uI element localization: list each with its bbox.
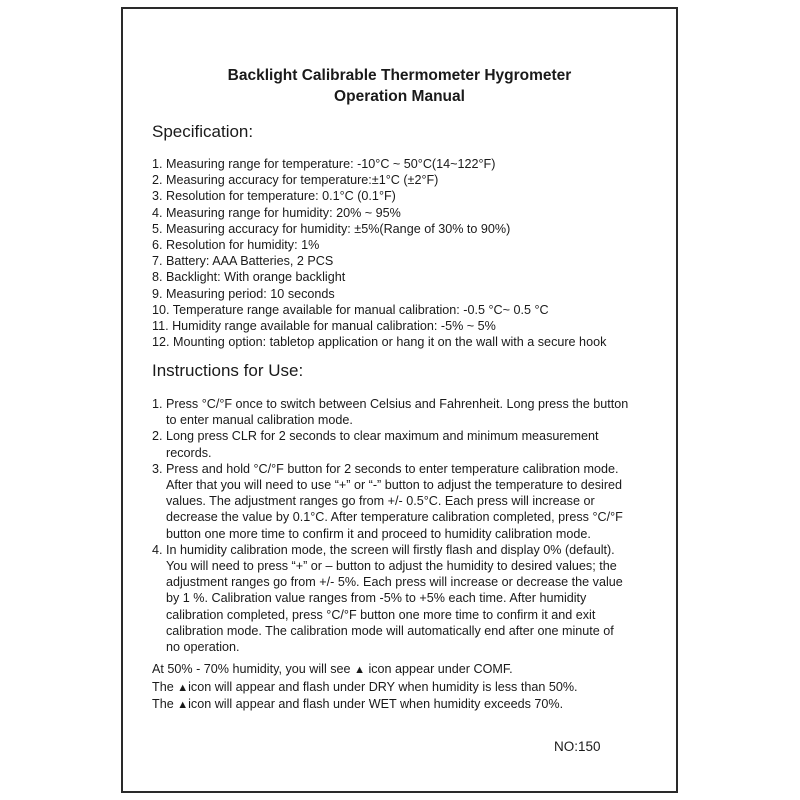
instruction-number: 3. <box>152 461 163 476</box>
document-title: Backlight Calibrable Thermometer Hygrometer <box>227 67 572 84</box>
spec-item: 11. Humidity range available for manual calibration: -5% ~ 5% <box>152 319 496 334</box>
instruction-number: 4. <box>152 542 163 557</box>
instruction-line: After that you will need to use “+” or “-” button to adjust the temperature to desired <box>166 478 623 493</box>
triangle-icon: ▲ <box>354 664 365 676</box>
spec-item: 1. Measuring range for temperature: -10°C ~ 50°C(14~122°F) <box>152 157 496 171</box>
triangle-icon: ▲ <box>177 699 189 711</box>
instruction-line: Long press CLR for 2 seconds to clear maximum and minimum measurement <box>166 429 599 444</box>
document-subtitle: Operation Manual <box>334 88 465 105</box>
spec-item: 6. Resolution for humidity: 1% <box>152 238 320 253</box>
instruction-line: adjustment ranges go from +/- 5%. Each press will increase or decrease the value <box>166 575 623 590</box>
note-text: The <box>152 697 178 711</box>
instruction-line: by 1 %. Calibration value ranges from -5% to +5% each time. After humidity <box>166 591 587 606</box>
specification-heading: Specification: <box>152 122 254 141</box>
note-text: The <box>152 679 178 694</box>
spec-item: 8. Backlight: With orange backlight <box>152 270 346 285</box>
note-text: icon will appear and flash under WET when humidity exceeds 70%. <box>188 697 564 711</box>
instruction-item <box>152 461 628 542</box>
instructions-heading: Instructions for Use: <box>152 361 304 380</box>
spec-item: 9. Measuring period: 10 seconds <box>152 286 335 301</box>
spec-item: 2. Measuring accuracy for temperature:±1°C (±2°F) <box>152 173 439 188</box>
instruction-number: 2. <box>152 429 163 444</box>
instruction-item <box>152 428 628 460</box>
spec-item: 10. Temperature range available for manual calibration: -0.5 °C~ 0.5 °C <box>152 302 549 317</box>
humidity-indicator-notes <box>152 661 578 714</box>
instructions-list <box>152 396 628 655</box>
instruction-line: In humidity calibration mode, the screen will firstly flash and display 0% (default). <box>166 542 615 557</box>
instruction-line: calibration mode. The calibration mode will automatically end after one minute of <box>166 623 614 638</box>
instruction-line: values. The adjustment ranges go from +/- 0.5°C. Each press will increase or <box>166 494 595 509</box>
triangle-icon: ▲ <box>177 681 189 694</box>
spec-item: 5. Measuring accuracy for humidity: ±5%(Range of 30% to 90%) <box>152 221 511 236</box>
specification-list <box>152 156 606 350</box>
spec-item: 4. Measuring range for humidity: 20% ~ 95% <box>152 205 401 220</box>
instruction-item <box>152 542 628 655</box>
spec-item: 7. Battery: AAA Batteries, 2 PCS <box>152 254 334 269</box>
note-comfort <box>152 661 578 679</box>
document-number: NO:150 <box>554 739 601 754</box>
note-wet <box>152 696 578 714</box>
manual-page <box>121 7 678 793</box>
instruction-line: no operation. <box>166 640 240 655</box>
note-dry <box>152 679 578 697</box>
instruction-line: Press and hold °C/°F button for 2 seconds to enter temperature calibration mode. <box>166 461 619 476</box>
instruction-number: 1. <box>152 397 163 411</box>
instruction-line: to enter manual calibration mode. <box>166 413 353 428</box>
instruction-line: Press °C/°F once to switch between Celsius and Fahrenheit. Long press the button <box>166 397 629 411</box>
instruction-line: You will need to press “+” or – button to adjust the humidity to desired values; the <box>166 559 617 574</box>
instruction-line: records. <box>166 445 212 460</box>
note-text: icon appear under COMF. <box>364 662 513 676</box>
instruction-item <box>152 396 628 428</box>
note-text: icon will appear and flash under DRY when humidity is less than 50%. <box>188 679 578 694</box>
instruction-line: calibration completed, press °C/°F button one more time to confirm it and exit <box>166 607 596 622</box>
spec-item: 12. Mounting option: tabletop application or hang it on the wall with a secure hook <box>152 335 607 350</box>
instruction-line: decrease the value by 0.1°C. After temperature calibration completed, press °C/°F <box>166 510 623 525</box>
spec-item: 3. Resolution for temperature: 0.1°C (0.1°F) <box>152 189 396 204</box>
note-text: At 50% - 70% humidity, you will see <box>152 662 355 676</box>
instruction-line: button one more time to confirm it and proceed to humidity calibration mode. <box>166 526 591 541</box>
